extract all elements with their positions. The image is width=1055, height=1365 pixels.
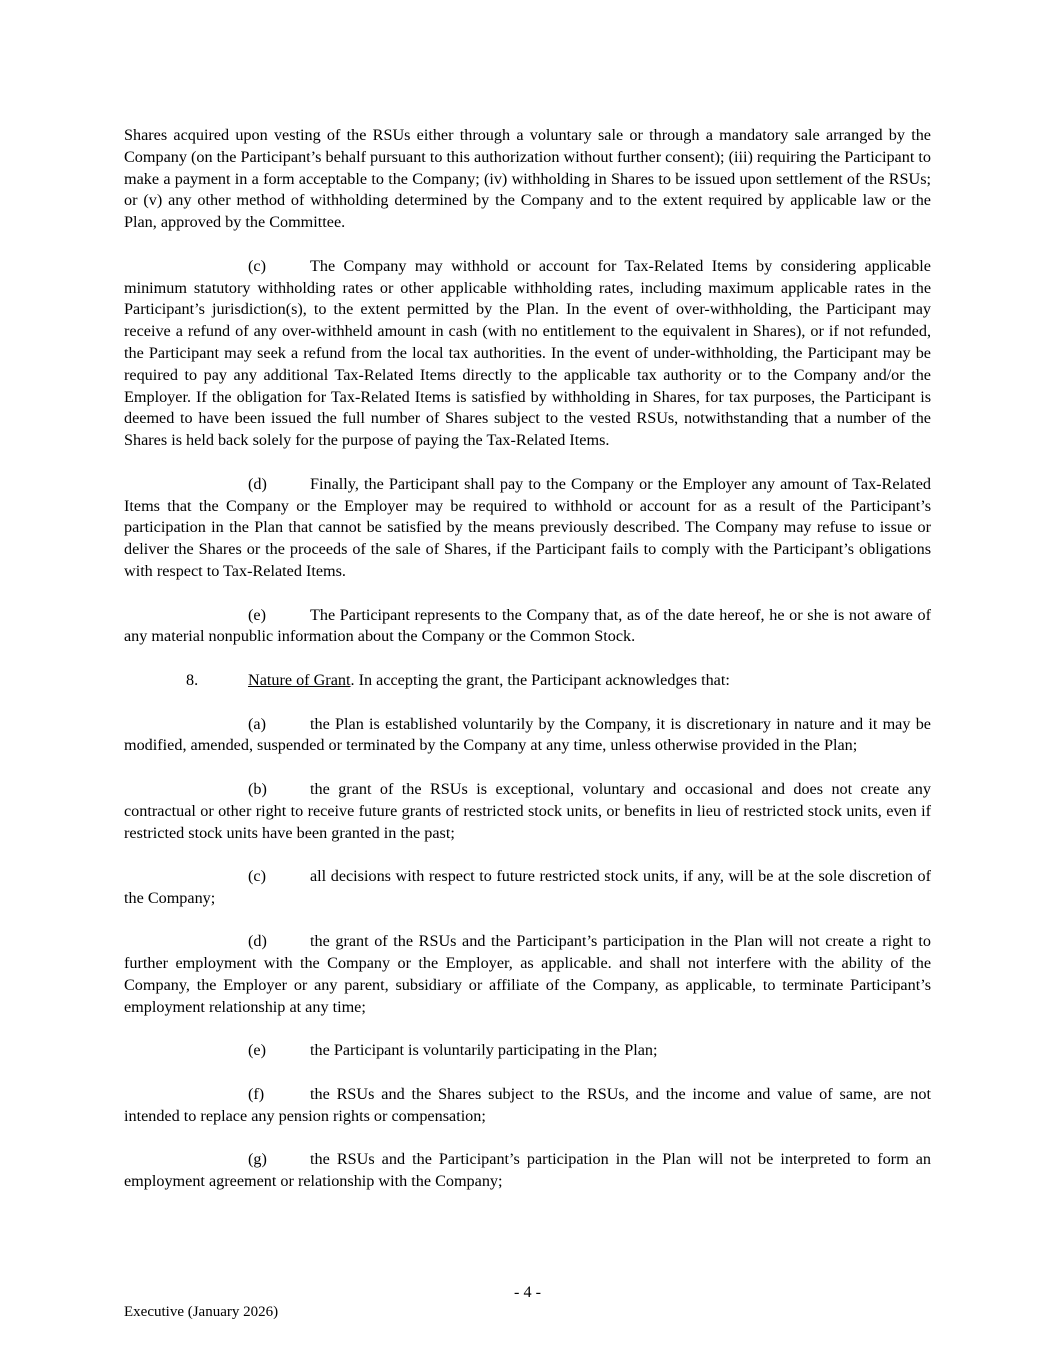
list-item-g [124,1149,931,1193]
list-item-b [124,779,931,844]
list-item-text: the Plan is established voluntarily by the Company, it is discretionary in nature and it may be modified, amended, suspended or terminated by the Company at any time, unless otherwise provided in the Plan; [124,714,931,755]
list-item-text: all decisions with respect to future restricted stock units, if any, will be at the sole discretion of the Company; [124,867,931,907]
list-item-text: the grant of the RSUs is exceptional, voluntary and occasional and does not create any contractual or other right to receive future grants of restricted stock units, or benefits in lieu of restricted stock units, even if restricted stock units have been granted in the past; [124,779,931,842]
list-item-text: the grant of the RSUs and the Participant’s participation in the Plan will not create a right to further employment with the Company or the Employer, as applicable. and shall not interfere with the ability of the Company, the Employer or any parent, subsidiary or affiliate of the Company, as applicable, to terminate Participant’s employment relationship at any time; [124,932,931,1016]
paragraph-continuation [124,125,931,234]
paragraph-text: The Participant represents to the Company that, as of the date hereof, he or she is not aware of any material nonpublic information about the Company or the Common Stock. [124,605,931,646]
list-item-a [124,714,931,758]
list-item-label: (a) [248,714,266,733]
list-item-text: the RSUs and the Participant’s participation in the Plan will not be interpreted to form an employment agreement or relationship with the Company; [124,1150,931,1191]
paragraph-7c [124,256,931,452]
list-item-label: (d) [248,932,267,951]
list-item-text: the Participant is voluntarily participating in the Plan; [310,1041,658,1060]
list-item-label: (e) [248,1041,266,1060]
paragraph-text: The Company may withhold or account for Tax-Related Items by considering applicable minimum statutory withholding rates or other applicable withholding rates, including maximum applicable rates in the Participant’s jurisdiction(s), to the extent permitted by the Plan. In the event of over-withholding, the Participant may receive a refund of any over-withheld amount in cash (with no entitlement to the equivalent in Shares), or if not refunded, the Participant may seek a refund from the local tax authorities. In the event of under-withholding, the Participant may be required to pay any additional Tax-Related Items directly to the applicable tax authority or to the Company and/or the Employer. If the obligation for Tax-Related Items is satisfied by withholding in Shares, for tax purposes, the Participant is deemed to have been issued the full number of Shares subject to the vested RSUs, notwithstanding that a number of the Shares is held back solely for the purpose of paying the Tax-Related Items. [124,256,931,450]
paragraph-text: Finally, the Participant shall pay to the Company or the Employer any amount of Tax-Related Items that the Company or the Employer may be required to withhold or account for as a result of the Participant’s participation in the Plan that cannot be satisfied by the means previously described. The Company may refuse to issue or deliver the Shares or the proceeds of the sale of Shares, if the Participant fails to comply with the Participant’s obligations with respect to Tax-Related Items. [124,474,931,580]
document-body [124,125,931,1215]
paragraph-7d [124,474,931,583]
list-item-d [124,931,931,1018]
list-item-label: (b) [248,779,267,798]
list-item-label: (f) [248,1085,265,1104]
paragraph-7e [124,605,931,649]
page-number: - 4 - [514,1283,541,1301]
list-item-c [124,866,931,910]
section-8-heading [124,670,931,692]
list-item-f [124,1084,931,1128]
list-item-label: (c) [248,867,266,886]
paragraph-text: Shares acquired upon vesting of the RSUs either through a voluntary sale or through a mandatory sale arranged by the Company (on the Participant’s behalf pursuant to this authorization without further consent); (iii) requiring the Participant to make a payment in a form acceptable to the Company; (iv) withholding in Shares to be issued upon settlement of the RSUs; or (v) any other method of withholding determined by the Company and to the extent required by applicable law or the Plan, approved by the Committee. [124,126,931,232]
paragraph-label: (e) [248,605,266,624]
list-item-label: (g) [248,1150,267,1169]
footer-label: Executive (January 2026) [124,1304,279,1320]
section-intro: . In accepting the grant, the Participant acknowledges that: [350,670,730,689]
paragraph-label: (c) [248,256,266,275]
section-number: 8. [186,670,199,689]
paragraph-label: (d) [248,474,267,493]
section-title: Nature of Grant [248,670,351,689]
list-item-e [124,1040,931,1062]
list-item-text: the RSUs and the Shares subject to the RSUs, and the income and value of same, are not intended to replace any pension rights or compensation; [124,1085,931,1125]
